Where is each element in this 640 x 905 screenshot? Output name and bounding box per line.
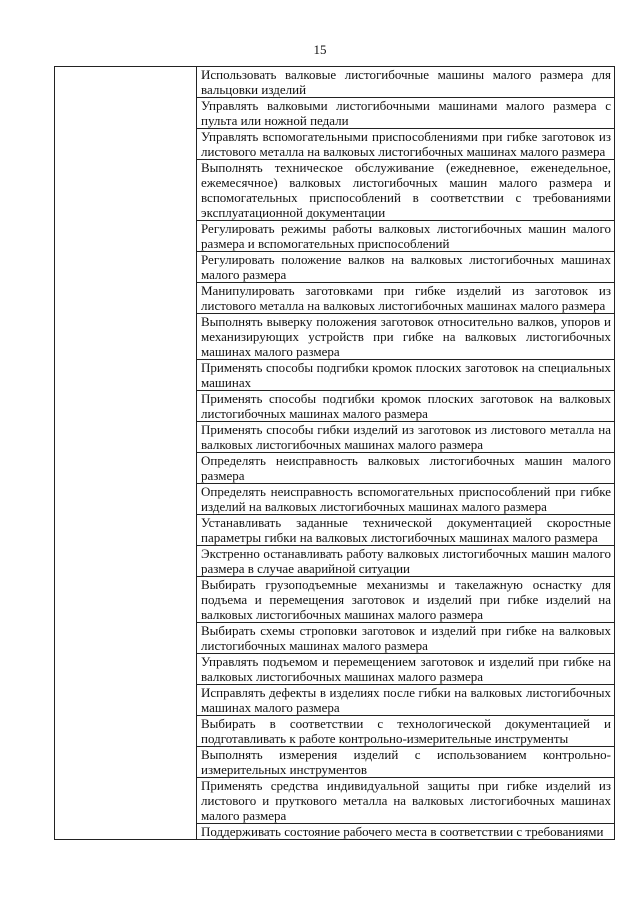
skill-item: Поддерживать состояние рабочего места в соответствии с требованиями xyxy=(197,824,615,840)
skill-item: Выполнять измерения изделий с использованием контрольно-измерительных инструментов xyxy=(197,747,615,778)
skill-item: Регулировать режимы работы валковых листогибочных машин малого размера и вспомогательных приспособлений xyxy=(197,221,615,252)
skill-item: Манипулировать заготовками при гибке изделий из заготовок из листового металла на валковых листогибочных машинах малого размера xyxy=(197,283,615,314)
skills-table xyxy=(54,66,615,840)
skill-item: Регулировать положение валков на валковых листогибочных машинах малого размера xyxy=(197,252,615,283)
section-label-cell xyxy=(55,67,197,840)
page-number: 15 xyxy=(313,42,327,57)
skill-item: Экстренно останавливать работу валковых листогибочных машин малого размера в случае аварийной ситуации xyxy=(197,546,615,577)
skill-item: Управлять валковыми листогибочными машинами малого размера с пульта или ножной педали xyxy=(197,98,615,129)
skill-item: Выполнять техническое обслуживание (ежедневное, еженедельное, ежемесячное) валковых листогибочных машин малого размера и вспомогательных приспособлений в соответствии с требованиями эксплуатационной документации xyxy=(197,160,615,221)
skill-item: Управлять вспомогательными приспособлениями при гибке заготовок из листового металла на валковых листогибочных машинах малого размера xyxy=(197,129,615,160)
skill-item: Применять средства индивидуальной защиты при гибке изделий из листового и пруткового металла на валковых листогибочных машинах малого размера xyxy=(197,778,615,824)
skill-item: Устанавливать заданные технической документацией скоростные параметры гибки на валковых листогибочных машинах малого размера xyxy=(197,515,615,546)
skill-item: Выполнять выверку положения заготовок относительно валков, упоров и механизирующих устройств при гибке на валковых листогибочных машинах малого размера xyxy=(197,314,615,360)
skill-item: Выбирать грузоподъемные механизмы и такелажную оснастку для подъема и перемещения заготовок и изделий при гибке изделий на валковых листогибочных машинах малого размера xyxy=(197,577,615,623)
skill-item: Выбирать схемы строповки заготовок и изделий при гибке на валковых листогибочных машинах малого размера xyxy=(197,623,615,654)
skill-item: Применять способы подгибки кромок плоских заготовок на специальных машинах xyxy=(197,360,615,391)
skill-item: Определять неисправность вспомогательных приспособлений при гибке изделий на валковых листогибочных машинах малого размера xyxy=(197,484,615,515)
skill-item: Применять способы гибки изделий из заготовок из листового металла на валковых листогибочных машинах малого размера xyxy=(197,422,615,453)
skill-item: Исправлять дефекты в изделиях после гибки на валковых листогибочных машинах малого размера xyxy=(197,685,615,716)
skill-item: Управлять подъемом и перемещением заготовок и изделий при гибке на валковых листогибочных машинах малого размера xyxy=(197,654,615,685)
skill-item: Использовать валковые листогибочные машины малого размера для вальцовки изделий xyxy=(197,67,615,98)
skill-item: Выбирать в соответствии с технологической документацией и подготавливать к работе контрольно-измерительные инструменты xyxy=(197,716,615,747)
table-row xyxy=(55,67,615,98)
skill-item: Определять неисправность валковых листогибочных машин малого размера xyxy=(197,453,615,484)
skill-item: Применять способы подгибки кромок плоских заготовок на валковых листогибочных машинах малого размера xyxy=(197,391,615,422)
